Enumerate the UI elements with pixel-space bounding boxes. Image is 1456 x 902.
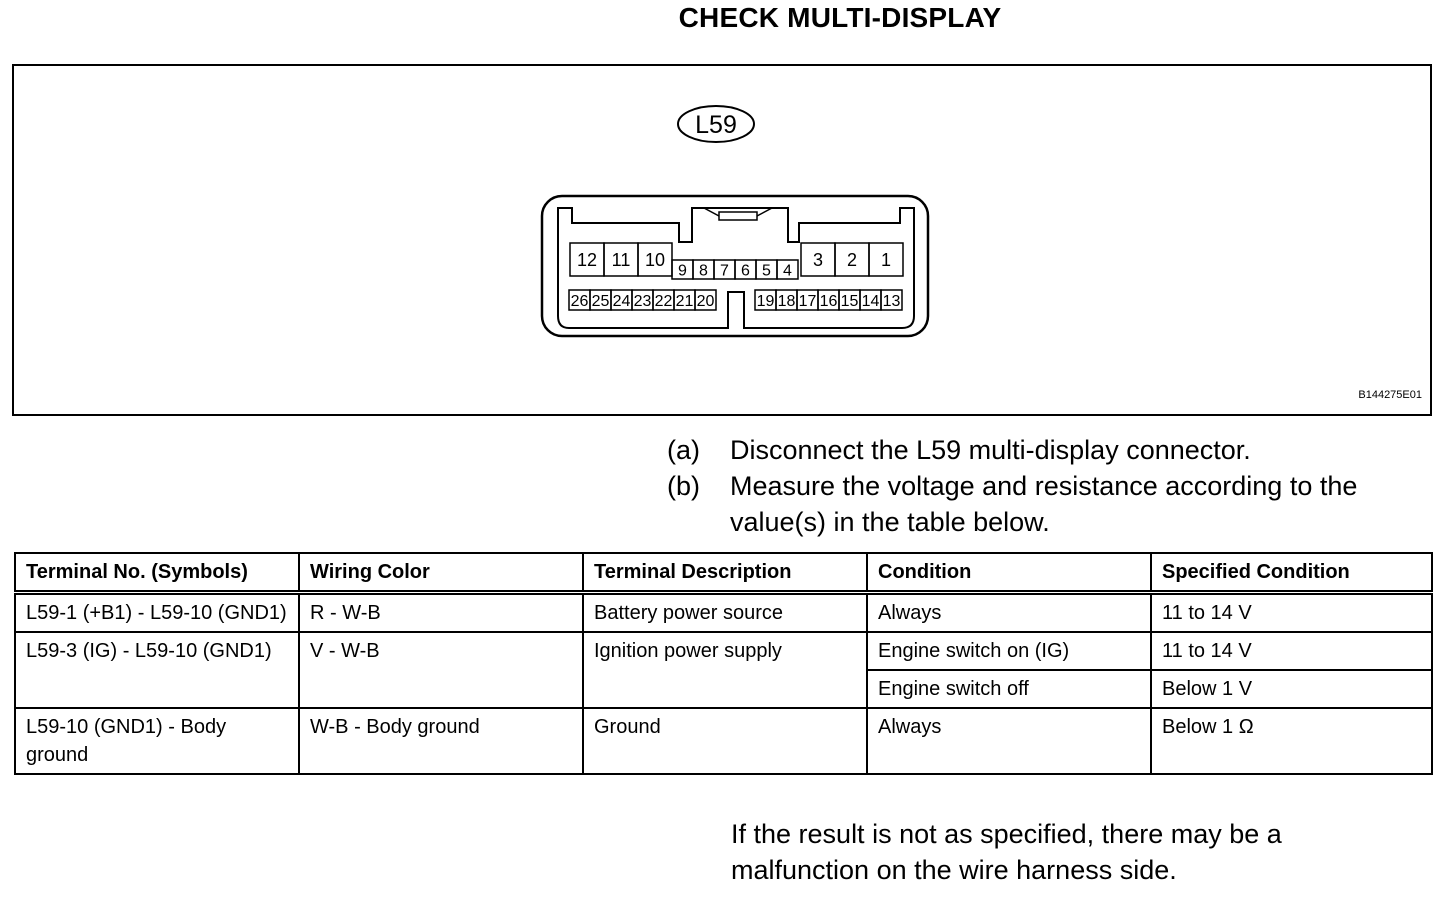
- figure-code: B144275E01: [1358, 389, 1422, 401]
- step-a: [667, 432, 1410, 468]
- result-note: If the result is not as specified, there may be a malfunction on the wire harness side.: [731, 819, 1282, 885]
- cell-condition: Engine switch off: [867, 670, 1151, 708]
- header-condition: Condition: [867, 553, 1151, 593]
- pin-number: 1: [880, 249, 892, 270]
- spec-table: [14, 552, 1433, 775]
- cell-wiring-color: W-B - Body ground: [299, 708, 583, 774]
- pin-number: 12: [576, 249, 598, 270]
- pin-number: 9: [678, 262, 687, 280]
- cell-spec: 11 to 14 V: [1151, 632, 1432, 670]
- lock-tab: [719, 212, 757, 220]
- cell-description: Ignition power supply: [583, 632, 867, 708]
- header-terminal: Terminal No. (Symbols): [15, 553, 299, 593]
- cell-spec: Below 1 V: [1151, 670, 1432, 708]
- pin-number: 21: [675, 292, 694, 310]
- cell-condition: Always: [867, 593, 1151, 633]
- pin-number: 7: [720, 262, 729, 280]
- pin-number: 16: [819, 292, 838, 310]
- connector-diagram: [14, 66, 1434, 418]
- header-specified-condition: Specified Condition: [1151, 553, 1432, 593]
- table-header-row: [15, 553, 1432, 593]
- pin-number: 11: [611, 249, 631, 270]
- cell-terminal: L59-3 (IG) - L59-10 (GND1): [15, 632, 299, 708]
- pin-number: 23: [633, 292, 652, 310]
- pin-number: 6: [741, 262, 750, 280]
- table-row: [15, 708, 1432, 774]
- pin-number: 22: [654, 292, 673, 310]
- cell-wiring-color: V - W-B: [299, 632, 583, 708]
- instruction-steps: [667, 432, 1410, 540]
- connector-label: L59: [695, 111, 737, 139]
- pin-number: 18: [777, 292, 796, 310]
- pin-number: 20: [696, 292, 715, 310]
- connector-figure: [12, 64, 1432, 416]
- step-b: [667, 468, 1410, 540]
- cell-wiring-color: R - W-B: [299, 593, 583, 633]
- cell-spec: 11 to 14 V: [1151, 593, 1432, 633]
- cell-description: Battery power source: [583, 593, 867, 633]
- cell-condition: Engine switch on (IG): [867, 632, 1151, 670]
- pin-number: 5: [762, 262, 771, 280]
- table-row: [15, 593, 1432, 633]
- step-text: Disconnect the L59 multi-display connector.: [730, 435, 1251, 465]
- pin-number: 26: [570, 292, 589, 310]
- cell-terminal: L59-1 (+B1) - L59-10 (GND1): [15, 593, 299, 633]
- pin-number: 4: [783, 262, 792, 280]
- cell-description: Ground: [583, 708, 867, 774]
- pin-number: 19: [756, 292, 775, 310]
- pin-number: 10: [644, 249, 666, 270]
- header-terminal-description: Terminal Description: [583, 553, 867, 593]
- cell-condition: Always: [867, 708, 1151, 774]
- pin-number: 17: [798, 292, 817, 310]
- cell-spec: Below 1 Ω: [1151, 708, 1432, 774]
- table-row: [15, 632, 1432, 670]
- step-text: Measure the voltage and resistance according to the value(s) in the table below.: [730, 471, 1358, 537]
- pin-number: 25: [591, 292, 610, 310]
- pin-number: 13: [882, 292, 901, 310]
- page-title: CHECK MULTI-DISPLAY: [678, 2, 1002, 33]
- cell-terminal: L59-10 (GND1) - Body ground: [15, 708, 299, 774]
- pin-number: 2: [846, 249, 858, 270]
- pin-number: 3: [812, 249, 824, 270]
- pin-number: 8: [699, 262, 708, 280]
- step-marker: (b): [667, 471, 700, 501]
- pin-number: 15: [840, 292, 859, 310]
- step-marker: (a): [667, 435, 700, 465]
- pin-number: 14: [861, 292, 880, 310]
- pin-number: 24: [612, 292, 631, 310]
- header-wiring-color: Wiring Color: [299, 553, 583, 593]
